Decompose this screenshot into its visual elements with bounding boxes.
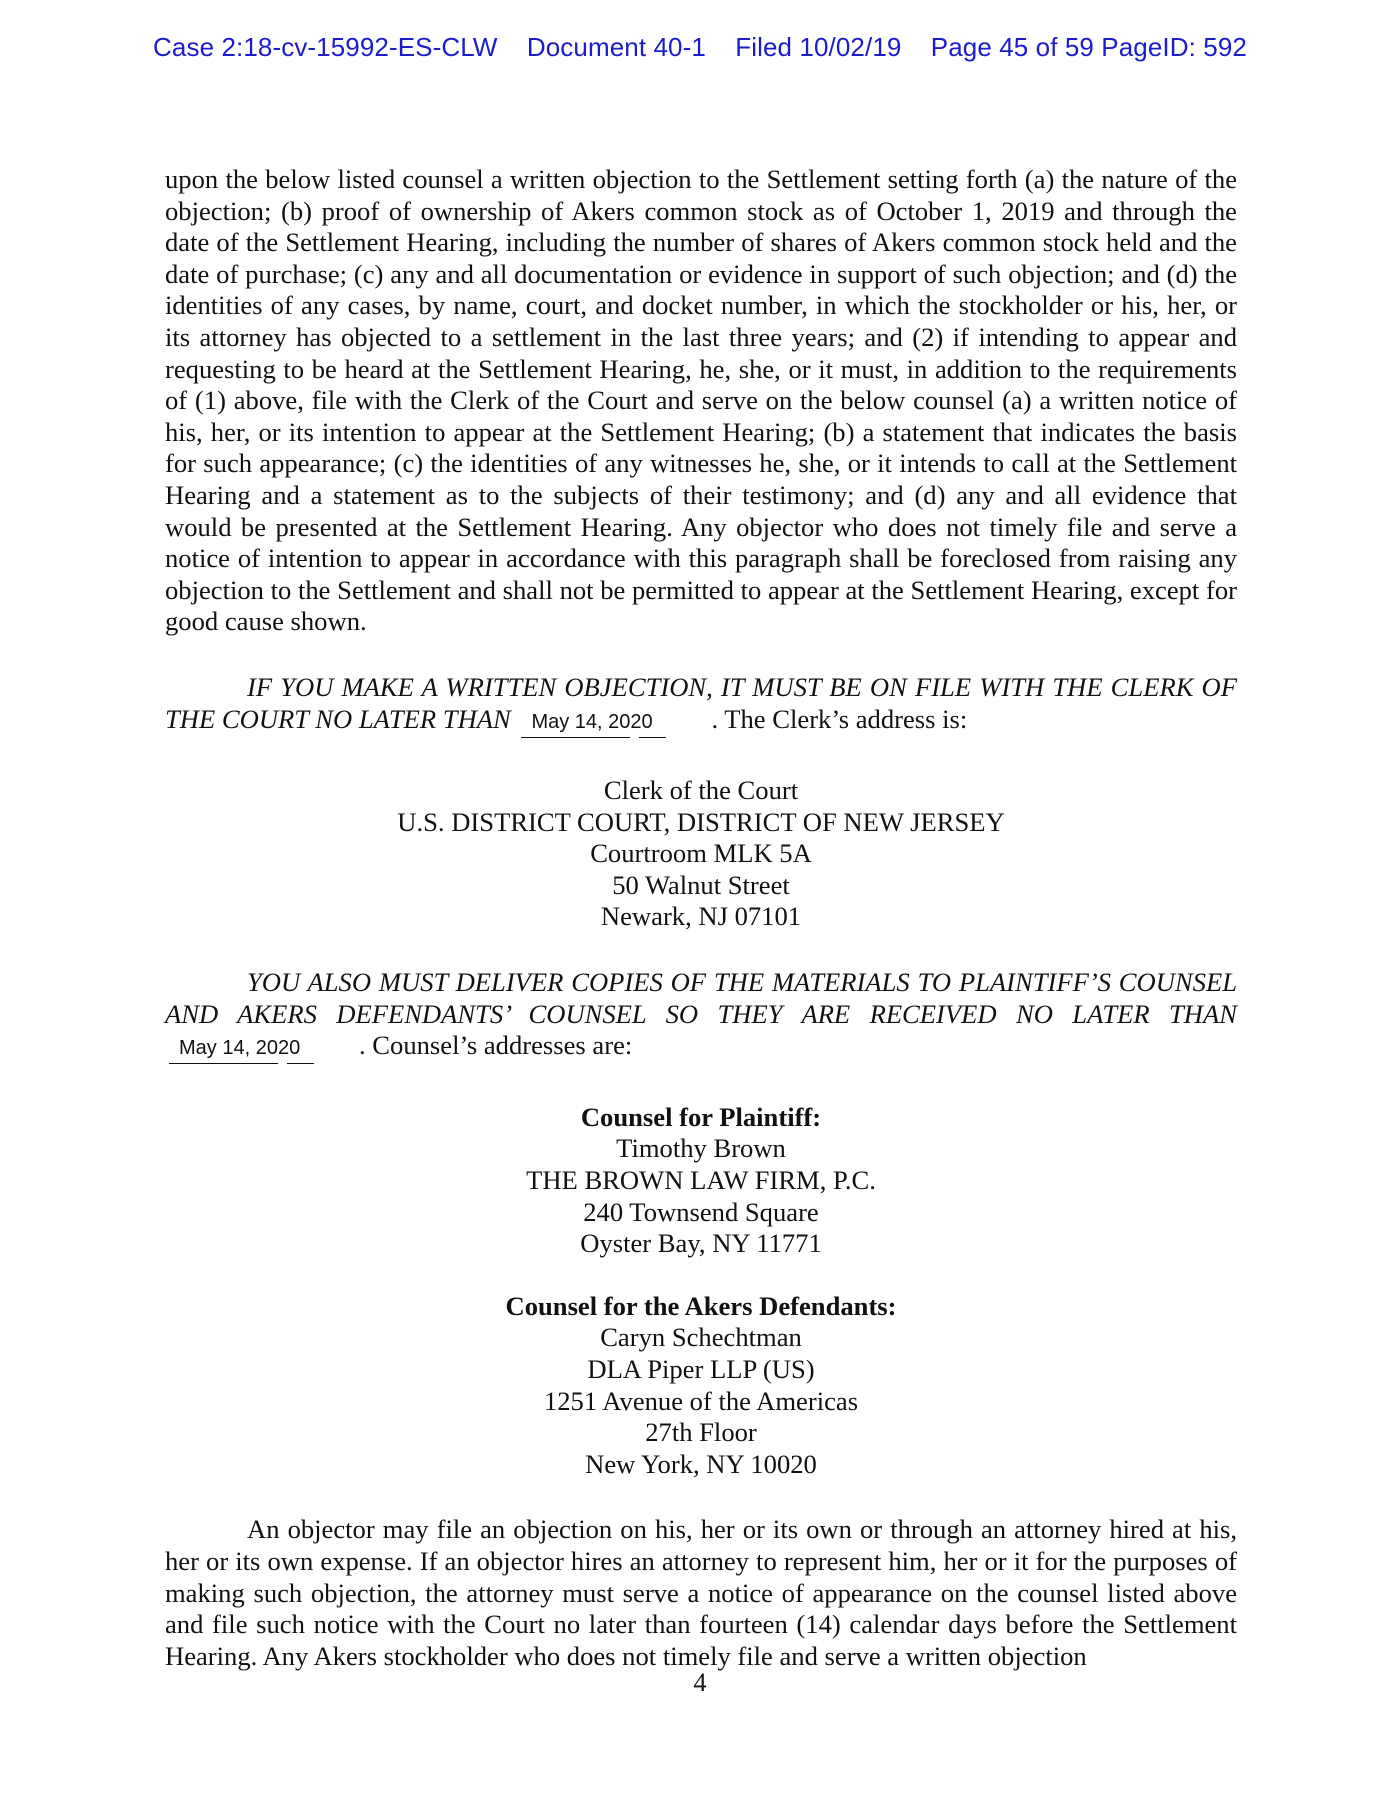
page-number: 4	[693, 1668, 707, 1697]
counsel-deadline-notice	[165, 967, 1237, 1062]
clerk-deadline-notice	[165, 672, 1237, 735]
plaintiff-counsel-heading: Counsel for Plaintiff:	[580, 1101, 822, 1132]
plaintiff-counsel-line: 240 Townsend Square	[583, 1196, 819, 1227]
court-filing-header	[0, 32, 1400, 63]
objection-requirements-paragraph: upon the below listed counsel a written objection to the Settlement setting forth (a) the nature of the objection; (b) proof of ownership of Akers common stock as of October 1, 2019 and through the date of the Settlement Hearing, including the number of shares of Akers common stock held and the date of purchase; (c) any and all documentation or evidence in support of such objection; and (d) the identities of any cases, by name, court, and docket number, in which the stockholder or his, her, or its attorney has objected to a settlement in the last three years; and (2) if intending to appear and requesting to be heard at the Settlement Hearing, he, she, or it must, in addition to the requirements of (1) above, file with the Clerk of the Court and serve on the below counsel (a) a written notice of his, her, or its intention to appear at the Settlement Hearing; (b) a statement that indicates the basis for such appearance; (c) the identities of any witnesses he, she, or it intends to call at the Settlement Hearing and a statement as to the subjects of their testimony; and (d) any and all evidence that would be presented at the Settlement Hearing. Any objector who does not timely file and serve a notice of intention to appear in accordance with this paragraph shall be foreclosed from raising any objection to the Settlement and shall not be permitted to appear at the Settlement Hearing, except for good cause shown.	[165, 164, 1237, 637]
clerk-address-line: Courtroom MLK 5A	[590, 838, 812, 869]
underline	[169, 1063, 278, 1064]
counsel-deadline-text: YOU ALSO MUST DELIVER COPIES OF THE MATERIALS TO PLAINTIFF’S COUNSEL AND AKERS DEFENDANTS’ COUNSEL SO THEY ARE RECEIVED NO LATER THAN	[165, 967, 1237, 1029]
clerk-deadline-date-field[interactable]	[521, 707, 671, 734]
clerk-address-line: U.S. DISTRICT COURT, DISTRICT OF NEW JERSEY	[397, 806, 1005, 837]
clerk-deadline-date-value: May 14, 2020	[531, 710, 653, 733]
document-page	[165, 164, 1237, 1672]
counsel-address-intro: . Counsel’s addresses are:	[359, 1030, 633, 1061]
document-number: Document 40-1	[526, 32, 706, 62]
plaintiff-counsel-block	[165, 1102, 1237, 1260]
clerk-address-line: Clerk of the Court	[603, 775, 799, 806]
underline	[639, 737, 666, 738]
page-info: Page 45 of 59 PageID: 592	[930, 32, 1247, 62]
filed-date: Filed 10/02/19	[735, 32, 902, 62]
attorney-representation-paragraph: An objector may file an objection on his, her or its own or through an attorney hired at his, her or its own expense. If an objector hires an attorney to represent him, her or it for the purposes of making such objection, the attorney must serve a notice of appearance on the counsel listed above and file such notice with the Court no later than fourteen (14) calendar days before the Settlement Hearing. Any Akers stockholder who does not timely file and serve a written objection	[165, 1514, 1237, 1671]
defendants-counsel-line: 27th Floor	[645, 1417, 757, 1448]
clerk-deadline-text: IF YOU MAKE A WRITTEN OBJECTION, IT MUST BE ON FILE WITH THE CLERK OF THE COURT NO LATER THAN	[165, 671, 1237, 734]
plaintiff-counsel-line: Oyster Bay, NY 11771	[580, 1228, 822, 1259]
plaintiff-counsel-line: THE BROWN LAW FIRM, P.C.	[526, 1165, 876, 1196]
defendants-counsel-line: DLA Piper LLP (US)	[587, 1354, 815, 1384]
underline	[287, 1063, 314, 1064]
clerk-address-line: Newark, NJ 07101	[600, 901, 802, 932]
defendants-counsel-block	[165, 1291, 1237, 1481]
clerk-address-line: 50 Walnut Street	[612, 869, 790, 900]
clerk-address-block	[165, 775, 1237, 933]
plaintiff-counsel-line: Timothy Brown	[616, 1133, 786, 1164]
counsel-deadline-date-field[interactable]	[169, 1033, 319, 1060]
case-number: Case 2:18-cv-15992-ES-CLW	[153, 32, 498, 62]
clerk-address-intro: . The Clerk’s address is:	[711, 703, 968, 734]
defendants-counsel-line: 1251 Avenue of the Americas	[543, 1385, 859, 1416]
defendants-counsel-heading: Counsel for the Akers Defendants:	[505, 1290, 897, 1321]
defendants-counsel-line: Caryn Schechtman	[600, 1322, 802, 1353]
defendants-counsel-line: New York, NY 10020	[585, 1448, 817, 1479]
underline	[521, 737, 630, 738]
counsel-deadline-date-value: May 14, 2020	[179, 1037, 301, 1060]
